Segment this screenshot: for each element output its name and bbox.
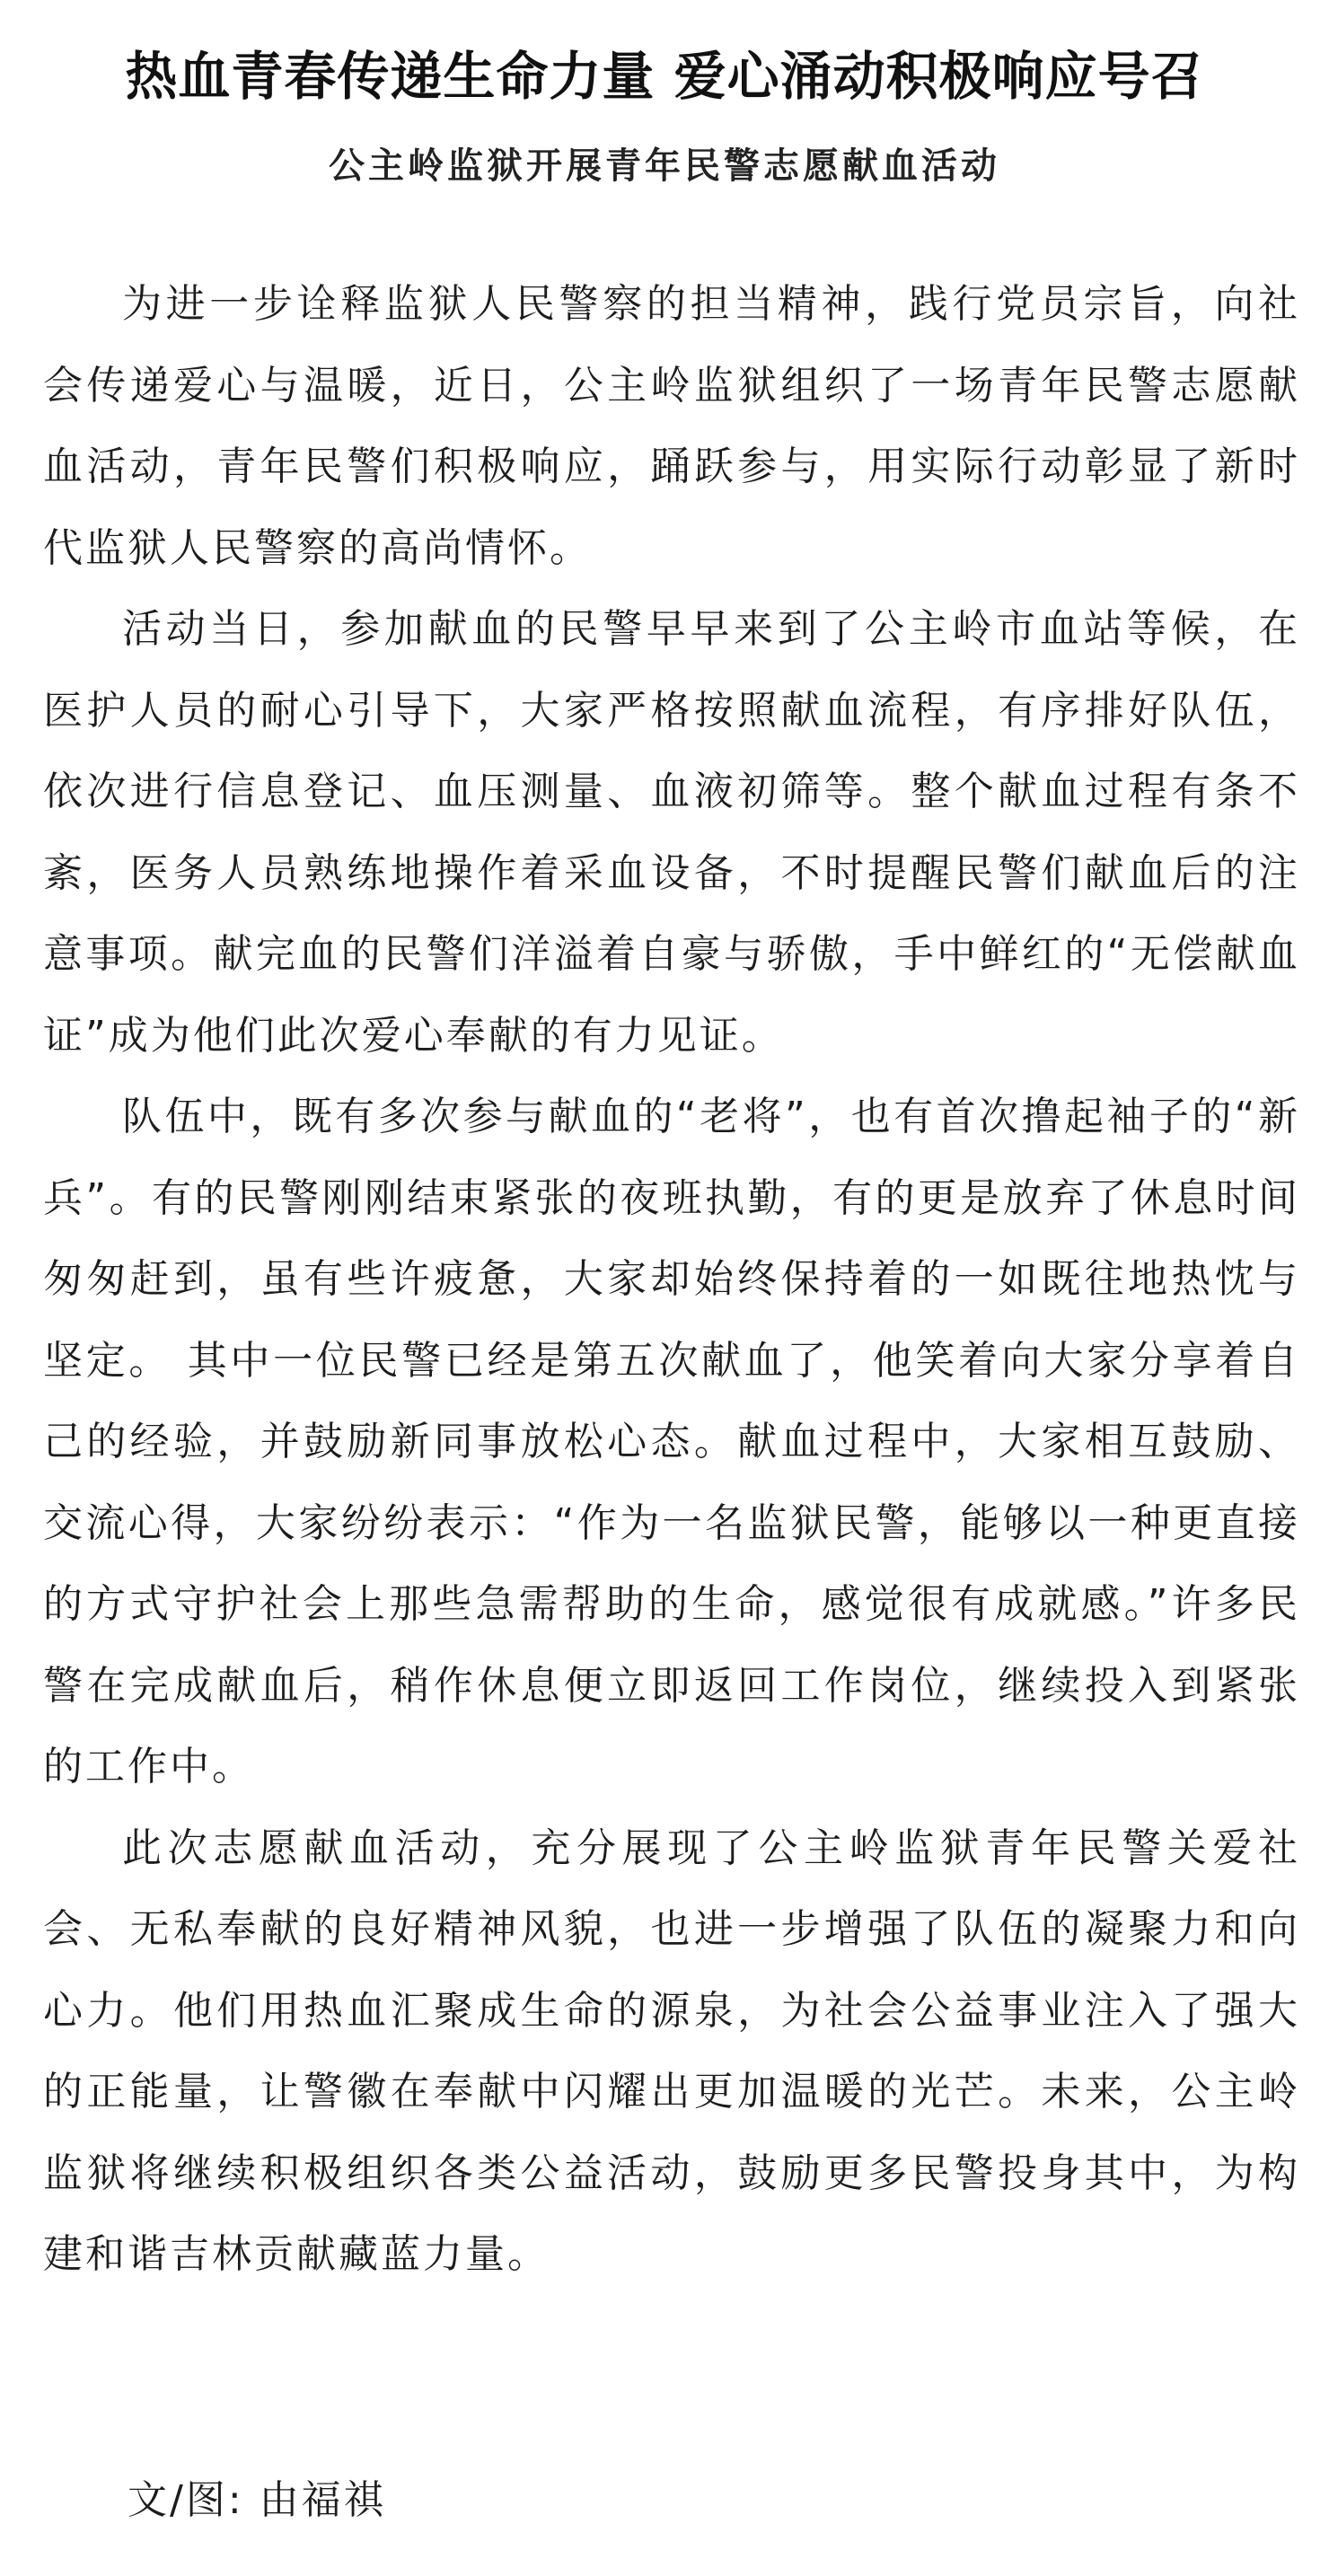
article-subtitle: 公主岭监狱开展青年民警志愿献血活动 — [329, 145, 1000, 187]
article-title: 热血青春传递生命力量 爱心涌动积极响应号召 — [125, 46, 1204, 107]
paragraph-2: 活动当日，参加献血的民警早早来到了公主岭市血站等候，在医护人员的耐心引导下，大家严格按照献血流程，有序排好队伍，依次进行信息登记、血压测量、血液初筛等。整个献血过程有条不紊，医务人员熟练地操作着采血设备，不时提醒民警们献血后的注意事项。献完血的民警们洋溢着自豪与骄傲，手中鲜红的“无偿献血证”成为他们此次爱心奉献的有力见证。 — [43, 606, 1300, 1059]
paragraph-4: 此次志愿献血活动，充分展现了公主岭监狱青年民警关爱社会、无私奉献的良好精神风貌，也进一步增强了队伍的凝聚力和向心力。他们用热血汇聚成生命的源泉，为社会公益事业注入了强大的正能量，让警徽在奉献中闪耀出更加温暖的光芒。未来，公主岭监狱将继续积极组织各类公益活动，鼓励更多民警投身其中，为构建和谐吉林贡献藏蓝力量。 — [43, 1824, 1300, 2277]
paragraph-3: 队伍中，既有多次参与献血的“老将”，也有首次撸起袖子的“新兵”。有的民警刚刚结束紧张的夜班执勤，有的更是放弃了休息时间匆匆赶到，虽有些许疲惫，大家却始终保持着的一如既往地热忱与坚定。 其中一位民警已经是第五次献血了，他笑着向大家分享着自己的经验，并鼓励新同事放松心态。献血过程中，大家相互鼓励、交流心得，大家纷纷表示：“作为一名监狱民警，能够以一种更直接的方式守护社会上那些急需帮助的生命，感觉很有成就感。”许多民警在完成献血后，稍作休息便立即返回工作岗位，继续投入到紧张的工作中。 — [43, 1094, 1300, 1789]
article-byline: 文/图: 由福祺 — [128, 2477, 386, 2523]
article-body — [43, 264, 1300, 2296]
paragraph-1: 为进一步诠释监狱人民警察的担当精神，践行党员宗旨，向社会传递爱心与温暖，近日，公主岭监狱组织了一场青年民警志愿献血活动，青年民警们积极响应，踊跃参与，用实际行动彰显了新时代监狱人民警察的高尚情怀。 — [43, 281, 1300, 571]
